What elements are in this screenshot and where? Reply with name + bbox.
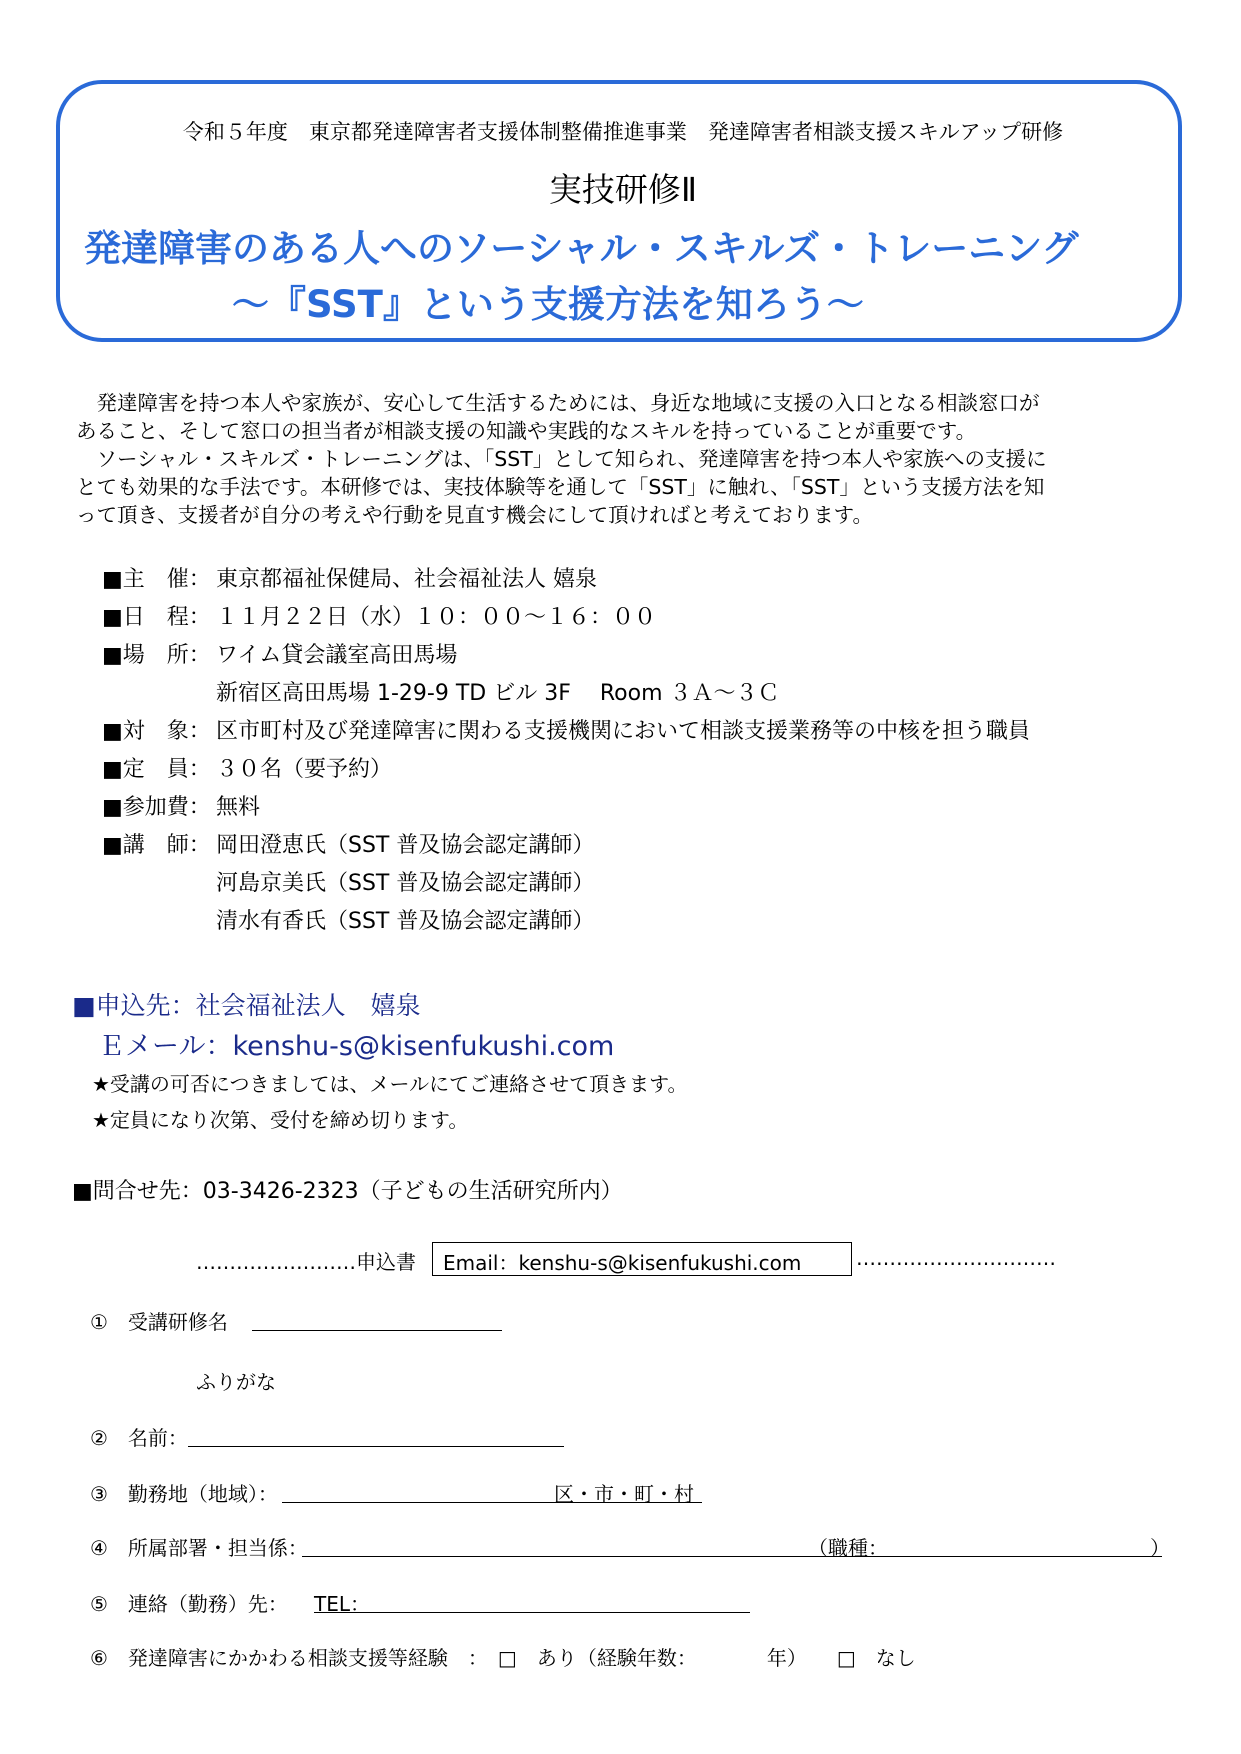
- target-label: ■対 象：: [102, 719, 211, 744]
- intro-line-4: とても効果的な手法です。本研修では、実技体験等を通して「SST」に触れ、「SST」という支援方法を知: [76, 475, 1045, 499]
- lecturer-1: 岡田澄恵氏（SST 普及協会認定講師）: [216, 833, 595, 858]
- note-2: ★定員になり次第、受付を締め切ります。: [92, 1108, 469, 1132]
- contact-info: ■問合せ先：03-3426-2323（子どもの生活研究所内）: [72, 1179, 623, 1204]
- experience-row[interactable]: ⑥ 発達障害にかかわる相談支援等経験 ： □ あり（経験年数： 年） □ なし: [90, 1646, 916, 1670]
- lecturer-3: 清水有香氏（SST 普及協会認定講師）: [216, 909, 595, 934]
- tel-field[interactable]: [314, 1612, 750, 1613]
- apply-destination: ■申込先：社会福祉法人 嬉泉: [72, 991, 421, 1020]
- organizer-value: 東京都福祉保健局、社会福祉法人 嬉泉: [216, 567, 597, 592]
- job-type-close: ）: [1150, 1536, 1170, 1560]
- form-dots-left: ……………………申込書: [196, 1250, 416, 1274]
- contact-label: ⑤ 連絡（勤務）先：: [90, 1592, 288, 1616]
- intro-line-5: って頂き、支援者が自分の考えや行動を見直す機会にして頂ければと考えております。: [76, 503, 874, 527]
- form-email-box: [432, 1242, 852, 1276]
- place-value: ワイム貸会議室高田馬場: [216, 643, 458, 668]
- target-value: 区市町村及び発達障害に関わる支援機関において相談支援業務等の中核を担う職員: [216, 719, 1031, 744]
- date-label: ■日 程：: [102, 605, 211, 630]
- job-type-label: （職種：: [808, 1536, 888, 1560]
- training-title: 実技研修Ⅱ: [548, 170, 698, 209]
- course-name-label: ① 受講研修名: [90, 1310, 228, 1334]
- intro-line-3: ソーシャル・スキルズ・トレーニングは、「SST」として知られ、発達障害を持つ本人や家族への支援に: [76, 447, 1047, 471]
- organizer-label: ■主 催：: [102, 567, 211, 592]
- main-title: 発達障害のある人へのソーシャル・スキルズ・トレーニング: [84, 227, 1079, 270]
- name-field[interactable]: [188, 1446, 564, 1447]
- fee-label: ■参加費：: [102, 795, 211, 820]
- department-field[interactable]: [302, 1556, 1162, 1557]
- address-value: 新宿区高田馬場 1-29-9 TD ビル 3F Room ３Ａ～３Ｃ: [216, 681, 780, 706]
- name-label: ② 名前：: [90, 1426, 188, 1450]
- date-value: １１月２２日（水）１０：００～１６：００: [216, 605, 657, 630]
- form-dots-right: …………………………: [856, 1246, 1056, 1270]
- subtitle: ～『SST』という支援方法を知ろう～: [232, 283, 864, 326]
- department-label: ④ 所属部署・担当係：: [90, 1536, 308, 1560]
- lecturer-2: 河島京美氏（SST 普及協会認定講師）: [216, 871, 595, 896]
- note-1: ★受講の可否につきましては、メールにてご連絡させて頂きます。: [92, 1072, 688, 1096]
- intro-line-1: 発達障害を持つ本人や家族が、安心して生活するためには、身近な地域に支援の入口となる相談窓口が: [76, 391, 1040, 415]
- furigana-label: ふりがな: [196, 1370, 276, 1394]
- lecturer-label: ■講 師：: [102, 833, 211, 858]
- workplace-label: ③ 勤務地（地域）：: [90, 1482, 278, 1506]
- workplace-suffix: 区・市・町・村: [554, 1482, 694, 1506]
- tel-label: TEL：: [314, 1592, 370, 1616]
- capacity-value: ３０名（要予約）: [216, 757, 393, 782]
- apply-email[interactable]: Ｅメール：kenshu-s@kisenfukushi.com: [98, 1031, 615, 1062]
- place-label: ■場 所：: [102, 643, 211, 668]
- course-name-field[interactable]: [252, 1330, 502, 1331]
- capacity-label: ■定 員：: [102, 757, 211, 782]
- header-box: [56, 80, 1182, 342]
- fee-value: 無料: [216, 795, 261, 820]
- program-title: 令和５年度 東京都発達障害者支援体制整備推進事業 発達障害者相談支援スキルアップ研修: [182, 120, 1064, 144]
- intro-line-2: あること、そして窓口の担当者が相談支援の知識や実践的なスキルを持っていることが重要です。: [76, 419, 977, 443]
- form-email[interactable]: Email：kenshu-s@kisenfukushi.com: [443, 1251, 802, 1275]
